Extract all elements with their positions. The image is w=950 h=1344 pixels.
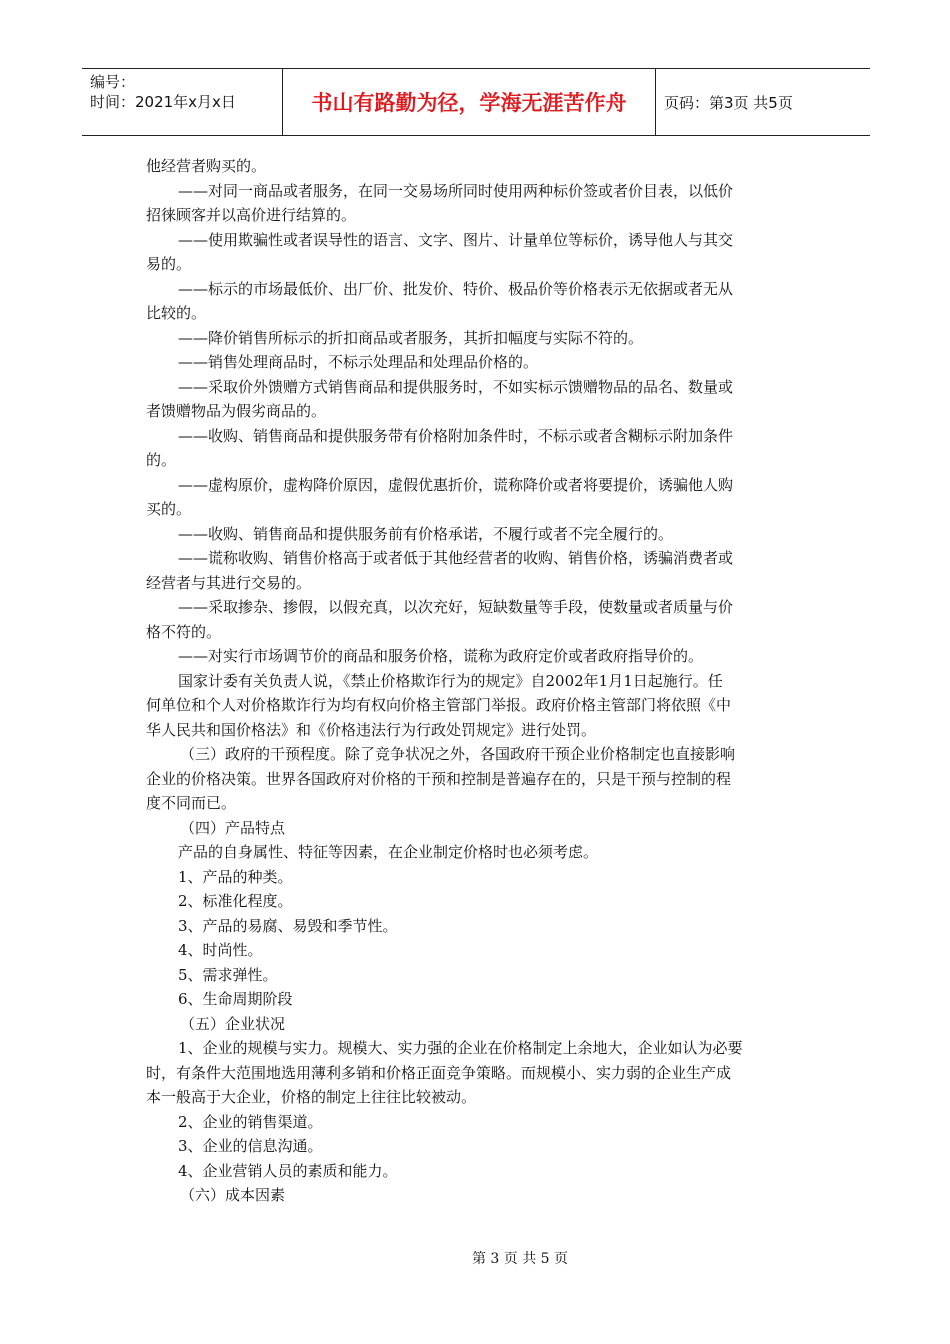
header-motto: 书山有路勤为径，学海无涯苦作舟 [282,69,656,135]
text-line: 4、企业营销人员的素质和能力。 [178,1161,398,1180]
text-line: ——对同一商品或者服务，在同一交易场所同时使用两种标价签或者价目表，以低价 [178,181,734,200]
text-line: 买的。 [146,500,192,518]
text-line: 3、企业的信息沟通。 [178,1137,323,1155]
text-line: 企业的价格决策。世界各国政府对价格的干预和控制是普遍存在的，只是干预与控制的程 [146,769,732,788]
document-number-label: 编号： [90,73,136,91]
text-line: 4、时尚性。 [178,941,263,959]
text-line: （四）产品特点 [180,818,286,837]
text-line: 1、企业的规模与实力。规模大、实力强的企业在价格制定上余地大，企业如认为必要 [178,1039,743,1057]
document-body [146,154,806,1208]
text-line: 比较的。 [146,304,207,322]
text-line: 产品的自身属性、特征等因素，在企业制定价格时也必须考虑。 [178,843,599,861]
text-line: 易的。 [146,255,192,273]
text-line: （六）成本因素 [180,1186,286,1204]
text-line: 本一般高于大企业，价格的制定上往往比较被动。 [146,1088,477,1106]
text-line: 5、需求弹性。 [178,965,278,984]
document-date: 时间：2021年x月x日 [90,93,236,111]
text-line: 2、企业的销售渠道。 [178,1112,323,1131]
text-line: 2、标准化程度。 [178,892,293,910]
text-line: ——对实行市场调节价的商品和服务价格，谎称为政府定价或者政府指导价的。 [178,647,704,665]
text-line: ——采取价外馈赠方式销售商品和提供服务时，不如实标示馈赠物品的品名、数量或 [178,377,734,396]
header-meta [82,69,282,135]
text-line: ——收购、销售商品和提供服务前有价格承诺，不履行或者不完全履行的。 [178,524,674,543]
text-line: ——降价销售所标示的折扣商品或者服务，其折扣幅度与实际不符的。 [178,328,644,347]
text-line: ——标示的市场最低价、出厂价、批发价、特价、极品价等价格表示无依据或者无从 [178,279,734,298]
text-line: 国家计委有关负责人说，《禁止价格欺诈行为的规定》自2002年1月1日起施行。任 [178,671,723,690]
text-line: ——收购、销售商品和提供服务带有价格附加条件时，不标示或者含糊标示附加条件 [178,426,734,445]
text-line: （五）企业状况 [180,1014,286,1033]
text-line: 的。 [146,451,177,469]
text-line: ——谎称收购、销售价格高于或者低于其他经营者的收购、销售价格，诱骗消费者或 [178,549,734,567]
text-line: 3、产品的易腐、易毁和季节性。 [178,916,398,935]
text-line: 者馈赠物品为假劣商品的。 [146,402,327,420]
text-line: ——销售处理商品时，不标示处理品和处理品价格的。 [178,353,539,371]
page-header [82,68,870,136]
text-line: ——采取掺杂、掺假，以假充真，以次充好，短缺数量等手段，使数量或者质量与价 [178,598,734,616]
text-line: 度不同而已。 [146,794,237,812]
text-line: （三）政府的干预程度。除了竞争状况之外，各国政府干预企业价格制定也直接影响 [180,745,736,763]
text-line: 6、生命周期阶段 [178,990,293,1008]
text-line: 他经营者购买的。 [146,157,267,175]
text-line: 招徕顾客并以高价进行结算的。 [146,206,357,224]
text-line: 1、产品的种类。 [178,867,293,886]
text-line: 时，有条件大范围地选用薄利多销和价格正面竞争策略。而规模小、实力弱的企业生产成 [146,1063,732,1082]
text-line: 华人民共和国价格法》和《价格违法行为行政处罚规定》进行处罚。 [146,720,597,739]
text-line: ——使用欺骗性或者误导性的语言、文字、图片、计量单位等标价，诱导他人与其交 [178,230,734,249]
page-footer: 第 3 页 共 5 页 [471,1251,569,1267]
text-line: 经营者与其进行交易的。 [146,573,312,592]
text-line: 格不符的。 [146,622,222,641]
header-page-number: 页码：第3页 共5页 [664,93,793,112]
text-line: 何单位和个人对价格欺诈行为均有权向价格主管部门举报。政府价格主管部门将依照《中 [146,696,732,714]
text-line: ——虚构原价，虚构降价原因，虚假优惠折价，谎称降价或者将要提价，诱骗他人购 [178,475,734,494]
